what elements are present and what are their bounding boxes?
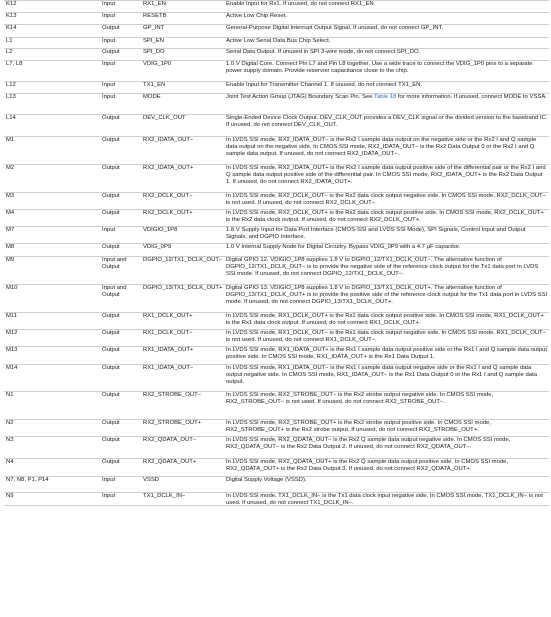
pin-number: N3 xyxy=(6,437,14,443)
table-row xyxy=(4,346,549,365)
pin-type: Output xyxy=(102,365,120,371)
pin-description: 1.0 V Internal Supply Node for Digital Circuitry. Bypass VDIG_0P9 with a 4.7 µF capacitor. xyxy=(226,244,461,250)
pin-number: M8 xyxy=(6,244,15,250)
pin-number: K12 xyxy=(6,1,17,7)
pin-type: Output xyxy=(102,437,120,443)
pin-description: 1.8 V Supply Input for Data Port Interface (CMOS-SSI and LVDS SSI Mode), SPI Signals, Control Input and Output Signals, and DGPIO Interface. xyxy=(226,227,526,241)
pin-description: Active Low Chip Reset. xyxy=(226,13,287,19)
pin-number: N2 xyxy=(6,420,14,426)
pin-type: Output xyxy=(102,25,120,31)
pin-number: M2 xyxy=(6,165,15,171)
pin-description: Active Low Serial Data Bus Chip Select. xyxy=(226,38,331,44)
table-row xyxy=(4,93,549,115)
pin-mnemonic: RX1_DCLK_OUT− xyxy=(143,330,193,336)
table-row xyxy=(4,256,549,285)
pin-mnemonic: RX2_STROBE_OUT− xyxy=(143,392,202,398)
pin-mnemonic: VSSD xyxy=(143,477,160,483)
pin-number: M9 xyxy=(6,257,15,263)
pin-type: Output xyxy=(102,244,120,250)
pin-mnemonic: RX1_EN xyxy=(143,1,166,7)
pin-description: In LVDS SSI mode, RX2_QDATA_OUT+ is the Rx2 Q sample data output positive side. In CMOS SSI mode, RX2_QDATA_OUT+ is the Rx2 Data Output 3. If unused, do not connect RX2_QDATA_OUT+. xyxy=(226,459,509,473)
pin-mnemonic: RX2_IDATA_OUT+ xyxy=(143,165,194,171)
pin-type: Input xyxy=(102,227,116,233)
pin-description: Enable Input for Rx1. If unused, do not connect RX1_EN. xyxy=(226,1,376,7)
pin-description: Serial Data Output. If unused in SPI 3-wire mode, do not connect SPI_DO. xyxy=(226,49,421,55)
pin-description: In LVDS SSI mode, RX1_IDATA_OUT+ is the Rx1 I sample data output positive side or the Rx1 I and Q sample data output positive side. In CMOS SSI mode, RX1_IDATA_OUT+ is the Rx1 Data Output 1. xyxy=(226,347,548,361)
pin-type: Input xyxy=(102,38,116,44)
pin-mnemonic: DEV_CLK_OUT xyxy=(143,115,186,121)
pin-number: M13 xyxy=(6,347,18,353)
pin-description: In LVDS SSI mode, RX2_IDATA_OUT+ is the Rx2 I sample data output positive side of the differential pair or the Rx2 I and Q sample data output positive side of the differential pair. In CMOS SSI mode, RX2_IDATA_OUT+ is the Rx2 Data Output 1. If unused, do not connect RX2_IDATA_OUT+. xyxy=(226,165,546,186)
pin-number: M1 xyxy=(6,137,15,143)
pin-description: In LVDS SSI mode, RX2_STROBE_OUT+ is the Rx2 strobe output positive side. In CMOS SSI mode, RX2_STROBE_OUT+ is the Rx2 strobe output. If unused, do not connect RX2_STROBE_OUT+. xyxy=(226,420,491,434)
table-row xyxy=(4,492,549,506)
pin-description: Digital GPIO 12. VDIGIO_1P8 supplies 1.8 V to DGPIO_12/TX1_DCLK_OUT−. The alternative function of DGPIO_12/TX1_DCLK_OUT− is to provide the negative side of the reference clock output for the Tx1 data port in LVDS SSI mode. If unused, do not connect DGPIO_12/TX1_DCLK_OUT−. xyxy=(226,257,539,278)
pin-mnemonic: RX2_QDATA_OUT− xyxy=(143,437,197,443)
table-row xyxy=(4,226,549,244)
table-row xyxy=(4,136,549,165)
pin-number: M3 xyxy=(6,193,15,199)
pin-number: N1 xyxy=(6,392,14,398)
table-row xyxy=(4,436,549,459)
pin-type: Input xyxy=(102,493,116,499)
table-row xyxy=(4,164,549,193)
table-row xyxy=(4,391,549,420)
pin-description: In LVDS SSI mode, RX2_DCLK_OUT+ is the Rx2 data clock output positive side. In CMOS SSI mode, RX2_DCLK_OUT+ is the Rx2 data clock output. If unused, do not connect RX2_DCLK_OUT+. xyxy=(226,210,544,224)
pin-mnemonic: VDIG_1P0 xyxy=(143,61,172,67)
pin-mnemonic: TX1_DCLK_IN− xyxy=(143,493,186,499)
pin-type: Output xyxy=(102,459,120,465)
pin-number: M12 xyxy=(6,330,18,336)
pin-number: L7, L8 xyxy=(6,61,23,67)
pin-number: K13 xyxy=(6,13,17,19)
table-reference-link[interactable]: Table 18 xyxy=(374,94,397,100)
pin-type: Output xyxy=(102,392,120,398)
pin-description: Digital GPIO 13. VDIGIO_1P8 supplies 1.8 V to DGPIO_13/TX1_DCLK_OUT+. The alternative function of DGPIO_13/TX1_DCLK_OUT+ is to provide the positive side of the reference clock output for the Tx1 data port in LVDS SSI mode. If unused, do not connect DGPIO_13/TX1_DCLK_OUT+. xyxy=(226,285,548,306)
pin-number: N7, N8, P1, P14 xyxy=(6,477,49,483)
pin-mnemonic: DGPIO_12/TX1_DCLK_OUT− xyxy=(143,257,223,263)
pin-type: Input xyxy=(102,13,116,19)
pin-description: Enable Input for Transmitter Channel 1. If unused, do not connect TX1_EN. xyxy=(226,82,423,88)
table-row xyxy=(4,192,549,210)
pin-type: Input and Output xyxy=(102,257,127,271)
pin-mnemonic: MODE xyxy=(143,94,161,100)
pin-description: In LVDS SSI mode, RX1_DCLK_OUT+ is the Rx1 data clock output positive side. In CMOS SSI mode, RX1_DCLK_OUT+ is the Rx1 data clock output. If unused, do not connect RX1_DCLK_OUT+. xyxy=(226,313,544,327)
pin-number: M7 xyxy=(6,227,15,233)
table-row xyxy=(4,209,549,227)
pin-type: Output xyxy=(102,165,120,171)
pin-type: Input xyxy=(102,82,116,88)
pin-number: L12 xyxy=(6,82,16,88)
pin-number: L2 xyxy=(6,49,13,55)
pin-type: Output xyxy=(102,420,120,426)
pin-mnemonic: RESETB xyxy=(143,13,167,19)
pin-mnemonic: VDIG_0P9 xyxy=(143,244,172,250)
pin-type: Output xyxy=(102,49,120,55)
pin-type: Output xyxy=(102,347,120,353)
pin-number: L1 xyxy=(6,38,13,44)
pin-number: M4 xyxy=(6,210,15,216)
table-row xyxy=(4,419,549,437)
pin-number: L13 xyxy=(6,94,16,100)
table-row xyxy=(4,458,549,477)
table-row xyxy=(4,329,549,347)
pin-type: Output xyxy=(102,210,120,216)
table-row xyxy=(4,284,549,313)
pin-number: L14 xyxy=(6,115,16,121)
pin-type: Output xyxy=(102,193,120,199)
pin-description: Single-Ended Device Clock Output. DEV_CLK_OUT provides a DEV_CLK signal or the divided version to the baseband IC. If unused, do not connect DEV_CLK_OUT. xyxy=(226,115,548,129)
pin-type: Input xyxy=(102,94,116,100)
pin-description: 1.0 V Digital Core. Connect Pin L7 and Pin L8 together. Use a wide trace to connect the VDIG_1P0 pins to a separate power supply domain. Provide reservoir capacitance close to the chip. xyxy=(226,61,533,75)
pin-mnemonic: SPI_DO xyxy=(143,49,165,55)
pin-type: Input and Output xyxy=(102,285,127,299)
pin-number: N4 xyxy=(6,459,14,465)
pin-description: In LVDS SSI mode, RX1_IDATA_OUT− is the Rx1 I sample data output negative side or the Rx1 I and Q sample data output negative side. In CMOS SSI mode, RX1_IDATA_OUT− is the Rx1 Data Output 0 or the Rx1 I and Q sample data output. xyxy=(226,365,537,386)
pin-mnemonic: RX2_STROBE_OUT+ xyxy=(143,420,202,426)
pin-description: In LVDS SSI mode, RX2_DCLK_OUT− is the Rx2 data clock output negative side. In CMOS SSI mode, RX2_DCLK_OUT− is not used. If unused, do not connect RX2_DCLK_OUT−. xyxy=(226,193,547,207)
pin-mnemonic: DGPIO_13/TX1_DCLK_OUT+ xyxy=(143,285,223,291)
table-row xyxy=(4,312,549,330)
pin-mnemonic: RX2_DCLK_OUT− xyxy=(143,193,193,199)
pin-number: M14 xyxy=(6,365,18,371)
table-row xyxy=(4,114,549,137)
pin-mnemonic: TX1_EN xyxy=(143,82,166,88)
table-row xyxy=(4,243,549,257)
pin-mnemonic: RX1_IDATA_OUT− xyxy=(143,365,194,371)
pin-description: In LVDS SSI mode, RX2_IDATA_OUT− is the Rx2 I sample data output on the negative side or the Rx2 I and Q sample data output on the negative side. In CMOS SSI mode, RX2_IDATA_OUT− is the Rx2 Data Output 0 or the Rx2 I and Q sample data output. If unused, do not connect RX2_IDATA_OUT−. xyxy=(226,137,537,158)
pin-type: Input xyxy=(102,61,116,67)
pin-type: Input xyxy=(102,1,116,7)
pin-mnemonic: VDIGIO_1P8 xyxy=(143,227,178,233)
table-row xyxy=(4,24,549,38)
table-row xyxy=(4,364,549,392)
pin-mnemonic: GP_INT xyxy=(143,25,165,31)
pin-description: In LVDS SSI mode, RX2_QDATA_OUT− is the Rx2 Q sample data output negative side. In CMOS SSI mode, RX2_QDATA_OUT− is the Rx2 Data Output 2. If unused, do not connect RX2_QDATA_OUT−. xyxy=(226,437,511,451)
pin-mnemonic: RX2_IDATA_OUT− xyxy=(143,137,194,143)
pin-mnemonic: RX1_IDATA_OUT+ xyxy=(143,347,194,353)
pin-number: M10 xyxy=(6,285,18,291)
pin-type: Input xyxy=(102,477,116,483)
pin-mnemonic: RX1_DCLK_OUT+ xyxy=(143,313,193,319)
table-row xyxy=(4,60,549,82)
pin-type: Output xyxy=(102,330,120,336)
pin-type: Output xyxy=(102,313,120,319)
pin-mnemonic: RX2_DCLK_OUT+ xyxy=(143,210,193,216)
pin-number: K14 xyxy=(6,25,17,31)
pin-description: In LVDS SSI mode, TX1_DCLK_IN− is the Tx1 data clock input negative side. In CMOS SSI mode, TX1_DCLK_IN− is not used. If unused, do not connect TX1_DCLK_IN−. xyxy=(226,493,543,507)
pin-type: Output xyxy=(102,137,120,143)
pin-number: N9 xyxy=(6,493,14,499)
pin-description: Digital Supply Voltage (VSSD). xyxy=(226,477,307,483)
pin-mnemonic: SPI_EN xyxy=(143,38,164,44)
pin-number: M11 xyxy=(6,313,18,319)
pin-description: Joint Test Action Group (JTAG) Boundary Scan Pin. See Table 18 for more information. If unused, connect MODE to VSSA. xyxy=(226,94,547,100)
table-row xyxy=(4,476,549,493)
pin-mnemonic: RX2_QDATA_OUT+ xyxy=(143,459,197,465)
pin-type: Output xyxy=(102,115,120,121)
pin-description: In LVDS SSI mode, RX2_STROBE_OUT− is the Rx2 strobe output negative side. In CMOS SSI mode, RX2_STROBE_OUT− is not used. If unused, do not connect RX2_STROBE_OUT−. xyxy=(226,392,494,406)
pin-description: General-Purpose Digital Interrupt Output Signal. If unused, do not connect GP_INT. xyxy=(226,25,444,31)
pin-description: In LVDS SSI mode, RX1_DCLK_OUT− is the Rx1 data clock output negative side. In CMOS SSI mode, RX1_DCLK_OUT− is not used. If unused, do not connect RX1_DCLK_OUT−. xyxy=(226,330,547,344)
